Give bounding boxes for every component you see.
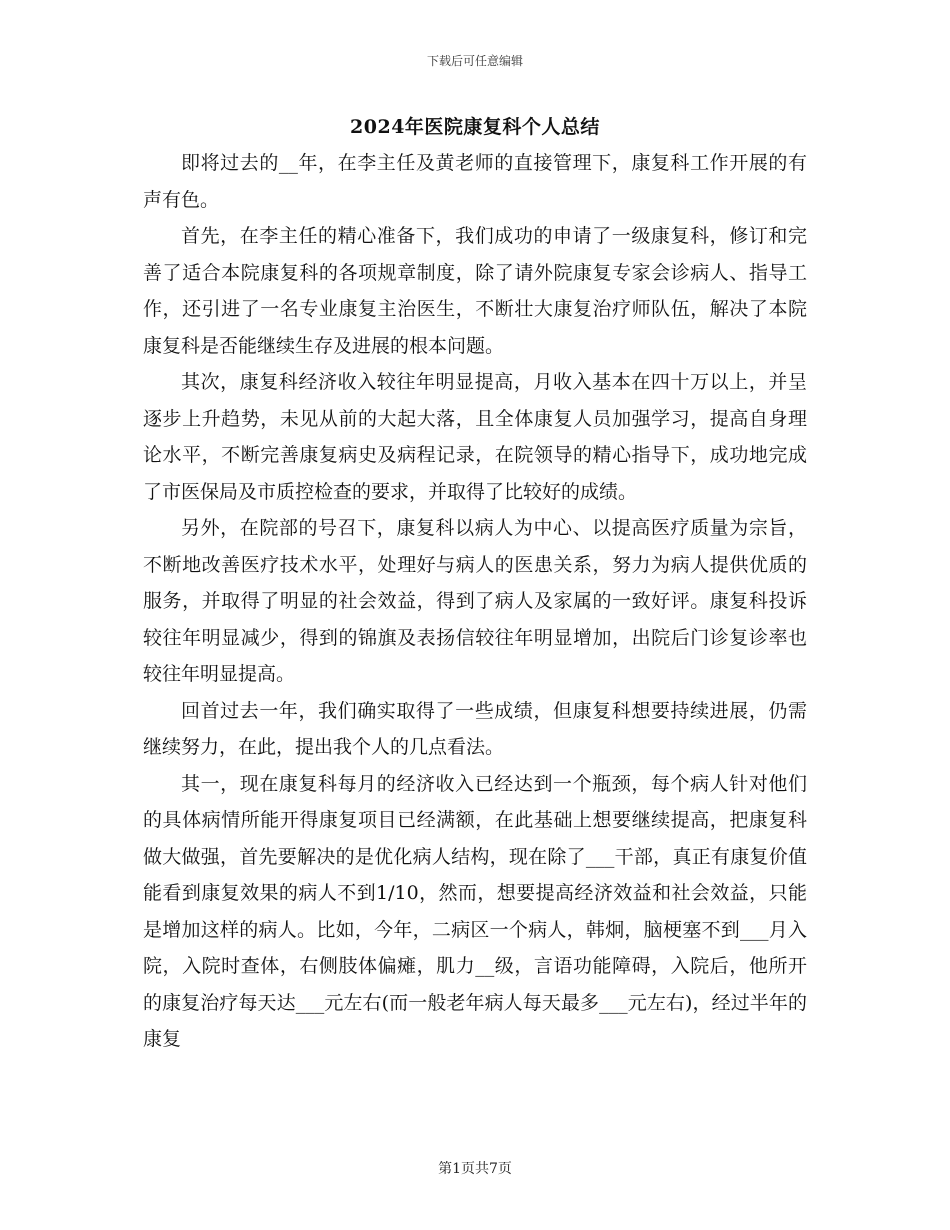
- paragraph-2: 首先，在李主任的精心准备下，我们成功的申请了一级康复科，修订和完善了适合本院康复科的各项规章制度，除了请外院康复专家会诊病人、指导工作，还引进了一名专业康复主治医生，不断壮大康复治疗师队伍，解决了本院康复科是否能继续生存及进展的根本问题。: [143, 225, 807, 357]
- paragraph-5: 回首过去一年，我们确实取得了一些成绩，但康复科想要持续进展，仍需继续努力，在此，提出我个人的几点看法。: [143, 699, 807, 758]
- page-header-note: 下载后可任意编辑: [426, 54, 523, 68]
- paragraph-3: 其次，康复科经济收入较往年明显提高，月收入基本在四十万以上，并呈逐步上升趋势，未见从前的大起大落，且全体康复人员加强学习，提高自身理论水平，不断完善康复病史及病程记录，在院领导的精心指导下，成功地完成了市医保局及市质控检查的要求，并取得了比较好的成绩。: [143, 371, 807, 503]
- page-number-footer: 第1页共7页: [438, 1161, 512, 1177]
- document-body: [143, 145, 807, 1058]
- paragraph-6: 其一，现在康复科每月的经济收入已经达到一个瓶颈，每个病人针对他们的具体病情所能开得康复项目已经满额，在此基础上想要继续提高，把康复科做大做强，首先要解决的是优化病人结构，现在除了___干部，真正有康复价值能看到康复效果的病人不到1/10，然而，想要提高经济效益和社会效益，只能是增加这样的病人。比如，今年，二病区一个病人，韩炯，脑梗塞不到___月入院，入院时查体，右侧肢体偏瘫，肌力__级，言语功能障碍，入院后，他所开的康复治疗每天达___元左右(而一般老年病人每天最多___元左右)，经过半年的康复: [143, 772, 807, 1050]
- paragraph-1: 即将过去的__年，在李主任及黄老师的直接管理下，康复科工作开展的有声有色。: [143, 152, 807, 211]
- paragraph-4: 另外，在院部的号召下，康复科以病人为中心、以提高医疗质量为宗旨，不断地改善医疗技术水平，处理好与病人的医患关系，努力为病人提供优质的服务，并取得了明显的社会效益，得到了病人及家属的一致好评。康复科投诉较往年明显减少，得到的锦旗及表扬信较往年明显增加，出院后门诊复诊率也较往年明显提高。: [143, 517, 807, 685]
- document-title: 2024年医院康复科个人总结: [350, 116, 600, 138]
